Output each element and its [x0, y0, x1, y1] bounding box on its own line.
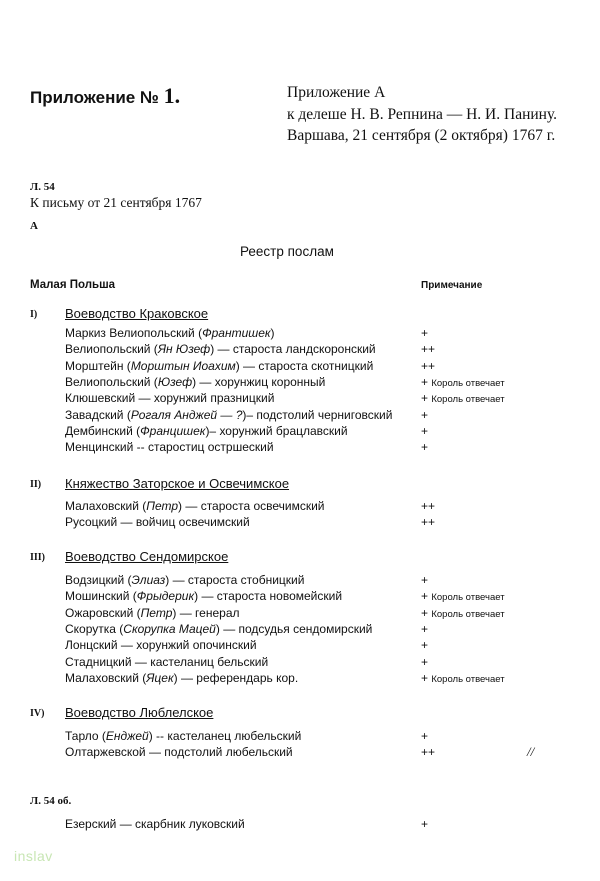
- note-text: Король отвечает: [431, 394, 505, 406]
- row-note: [421, 499, 435, 513]
- note-text: Король отвечает: [431, 377, 505, 389]
- row-full-name: Яцек: [146, 670, 174, 685]
- row-full-name: Юзеф: [157, 374, 193, 389]
- row-title: )– хорунжий брацлавский: [205, 423, 348, 438]
- region-heading: Малая Польша: [30, 279, 116, 291]
- last-row-text: Езерский — скарбник луковский: [65, 817, 245, 831]
- note-mark: +: [421, 729, 429, 743]
- register-row: [65, 745, 293, 759]
- section-title: Княжество Заторское и Освечимское: [65, 476, 290, 491]
- row-note: [421, 589, 505, 603]
- register-row: [65, 622, 372, 636]
- row-name: Малаховский (: [65, 670, 147, 685]
- note-mark: +: [421, 654, 429, 669]
- note-mark: +: [421, 391, 429, 406]
- row-title: ) — хорунжиц коронный: [192, 374, 326, 389]
- note-mark: +: [421, 621, 429, 636]
- appendix-number-label: [30, 83, 180, 109]
- register-row: [65, 424, 348, 438]
- note-mark: +: [421, 605, 429, 620]
- row-full-name: Петр: [140, 605, 173, 620]
- note-text: Король отвечает: [431, 608, 505, 620]
- row-note: [421, 745, 435, 759]
- note-mark: +: [421, 573, 429, 587]
- row-title: ): [270, 326, 275, 340]
- row-name: Русоцкий — войчиц освечимский: [65, 515, 250, 530]
- row-full-name: Элиаз: [131, 573, 166, 587]
- register-row: [65, 606, 240, 620]
- note-mark: ++: [421, 745, 436, 760]
- row-name: Велиопольский (: [65, 374, 158, 389]
- note-text: Король отвечает: [431, 673, 505, 685]
- register-row: [65, 326, 275, 340]
- row-full-name: Фрыдерик: [136, 589, 195, 604]
- row-note: [421, 638, 428, 652]
- row-full-name: Францишек: [140, 423, 206, 438]
- folio-bottom: Л. 54 об.: [30, 795, 72, 807]
- row-name: Стадницкий — кастеланиц бельский: [65, 654, 269, 669]
- row-name: Менцинский -- старостиц остршеский: [65, 440, 274, 455]
- row-name: Завадский (: [65, 407, 131, 422]
- row-full-name: Енджей: [105, 729, 149, 743]
- register-row: [65, 589, 342, 603]
- register-row: [65, 655, 268, 669]
- row-name: Скорутка (: [65, 621, 124, 636]
- register-row: [65, 408, 392, 422]
- row-note: [421, 391, 505, 405]
- row-name: Клюшевский — хорунжий празницкий: [65, 391, 275, 406]
- section-number: II): [30, 479, 42, 490]
- watermark: inslav: [14, 848, 53, 864]
- row-name: Тарло (: [65, 729, 106, 743]
- row-name: Лонцский — хорунжий опочинский: [65, 638, 257, 653]
- row-title: ) — подсудья сендомирский: [215, 621, 373, 636]
- register-row: [65, 375, 325, 389]
- row-title: ) — староста освечимский: [178, 499, 325, 513]
- note-mark: +: [421, 407, 429, 422]
- row-title: ) -- кастеланец любельский: [148, 729, 302, 743]
- appendix-number: 1.: [163, 83, 181, 108]
- letter-a: А: [30, 220, 38, 232]
- row-note: [421, 342, 435, 356]
- row-note: [421, 359, 435, 373]
- note-text: Король отвечает: [431, 592, 505, 604]
- last-row-note: +: [421, 817, 429, 831]
- header-right-line2: к делеше Н. В. Репнина — Н. И. Панину.: [287, 106, 558, 123]
- register-row: [65, 499, 325, 513]
- row-title: )– подстолий черниговский: [242, 407, 393, 422]
- note-mark: +: [421, 374, 429, 389]
- row-full-name: Скорупка Мацей: [123, 621, 216, 636]
- header-right-line3: Варшава, 21 сентября (2 октября) 1767 г.: [287, 127, 556, 144]
- row-title: ) — староста стобницкий: [165, 573, 305, 587]
- row-name: Ожаровский (: [65, 605, 141, 620]
- row-name: Дембинский (: [65, 423, 141, 438]
- register-row: [65, 359, 373, 373]
- note-mark: +: [421, 589, 429, 604]
- register-row: [65, 638, 257, 652]
- row-note: [421, 326, 428, 340]
- letter-reference: К письму от 21 сентября 1767: [30, 195, 202, 210]
- row-title: ) — староста скотницкий: [235, 358, 374, 373]
- note-mark: +: [421, 670, 429, 685]
- note-mark: +: [421, 638, 429, 653]
- note-mark: ++: [421, 358, 436, 373]
- row-title: ) — генерал: [172, 605, 240, 620]
- margin-mark: //: [527, 744, 535, 759]
- section-title: Воеводство Люблелское: [65, 705, 214, 720]
- row-note: [421, 424, 428, 438]
- register-row: [65, 342, 376, 356]
- row-note: [421, 375, 505, 389]
- appendix-label: Приложение №: [30, 88, 159, 107]
- row-note: [421, 573, 428, 587]
- section-number: I): [30, 309, 38, 320]
- row-name: Маркиз Велиопольский (: [65, 326, 203, 340]
- row-note: [421, 606, 505, 620]
- note-mark: ++: [421, 515, 436, 530]
- row-full-name: Морштын Иоахим: [130, 358, 236, 373]
- note-column-header: Примечание: [421, 280, 483, 291]
- row-note: [421, 655, 428, 669]
- row-note: [421, 515, 435, 529]
- register-row: [65, 515, 250, 529]
- register-row: [65, 671, 298, 685]
- section-number: IV): [30, 708, 45, 719]
- note-mark: ++: [421, 499, 436, 513]
- row-full-name: Рогаля Анджей — ?: [130, 407, 243, 422]
- section-number: III): [30, 552, 46, 563]
- row-note: [421, 408, 428, 422]
- note-mark: +: [421, 326, 429, 340]
- register-row: [65, 440, 274, 454]
- row-full-name: Петр: [146, 499, 179, 513]
- register-row: [65, 729, 301, 743]
- row-name: Водзицкий (: [65, 573, 132, 587]
- folio-top: Л. 54: [30, 181, 55, 193]
- register-row: [65, 391, 274, 405]
- row-title: ) — староста новомейский: [194, 589, 343, 604]
- row-title: ) — референдарь кор.: [173, 670, 299, 685]
- section-title: Воеводство Сендомирское: [65, 549, 229, 564]
- row-note: [421, 671, 505, 685]
- row-name: Мошинский (: [65, 589, 137, 604]
- row-name: Морштейн (: [65, 358, 131, 373]
- header-right-line1: Приложение А: [287, 84, 386, 101]
- row-name: Олтаржевской — подстолий любельский: [65, 745, 293, 760]
- row-full-name: Франтишек: [202, 326, 271, 340]
- row-full-name: Ян Юзеф: [157, 342, 211, 357]
- row-name: Малаховский (: [65, 499, 147, 513]
- note-mark: +: [421, 423, 429, 438]
- note-mark: +: [421, 440, 429, 455]
- register-row: [65, 573, 304, 587]
- row-note: [421, 729, 428, 743]
- row-note: [421, 622, 428, 636]
- note-mark: ++: [421, 342, 436, 357]
- row-title: ) — староста ландскоронский: [210, 342, 376, 357]
- section-title: Воеводство Краковское: [65, 306, 209, 321]
- row-name: Велиопольский (: [65, 342, 158, 357]
- register-title: Реестр послам: [240, 244, 334, 259]
- row-note: [421, 440, 428, 454]
